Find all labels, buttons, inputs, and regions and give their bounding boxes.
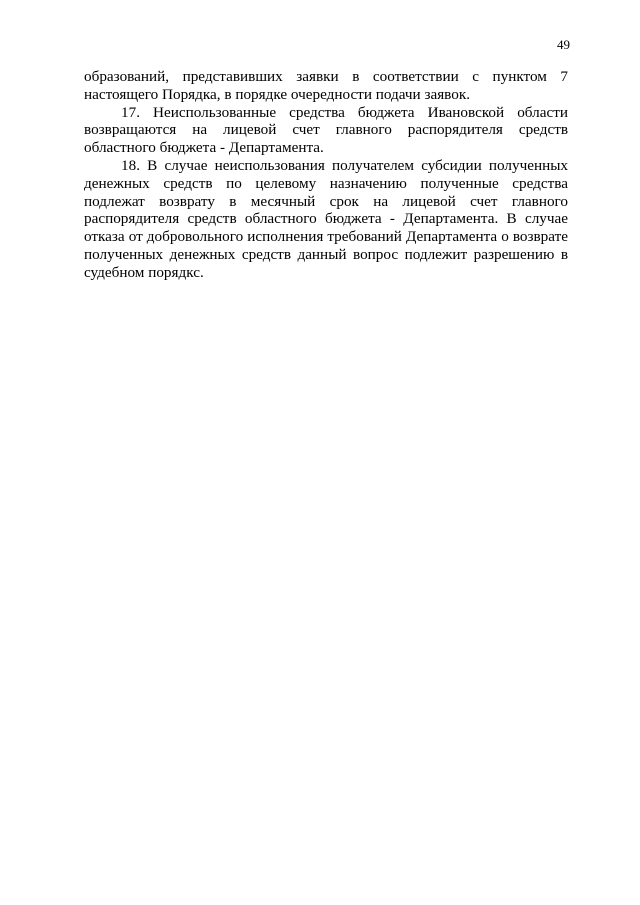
paragraph-item-17: 17. Неиспользованные средства бюджета Ивановской области возвращаются на лицевой счет главного распорядителя средств областного бюджета - Департамента. xyxy=(84,103,568,157)
paragraph-continuation: образований, представивших заявки в соответствии с пунктом 7 настоящего Порядка, в порядке очередности подачи заявок. xyxy=(84,68,568,103)
page-number: 49 xyxy=(557,37,570,52)
paragraph-item-18: 18. В случае неиспользования получателем субсидии полученных денежных средств по целевому назначению полученные средства подлежат возврату в месячный срок на лицевой счет главного распорядителя средств областного бюджета - Департамента. В случае отказа от добровольного исполнения требований Департамента о возврате полученных денежных средств данный вопрос подлежит разрешению в судебном порядкс. xyxy=(84,156,568,281)
document-body xyxy=(84,68,568,282)
